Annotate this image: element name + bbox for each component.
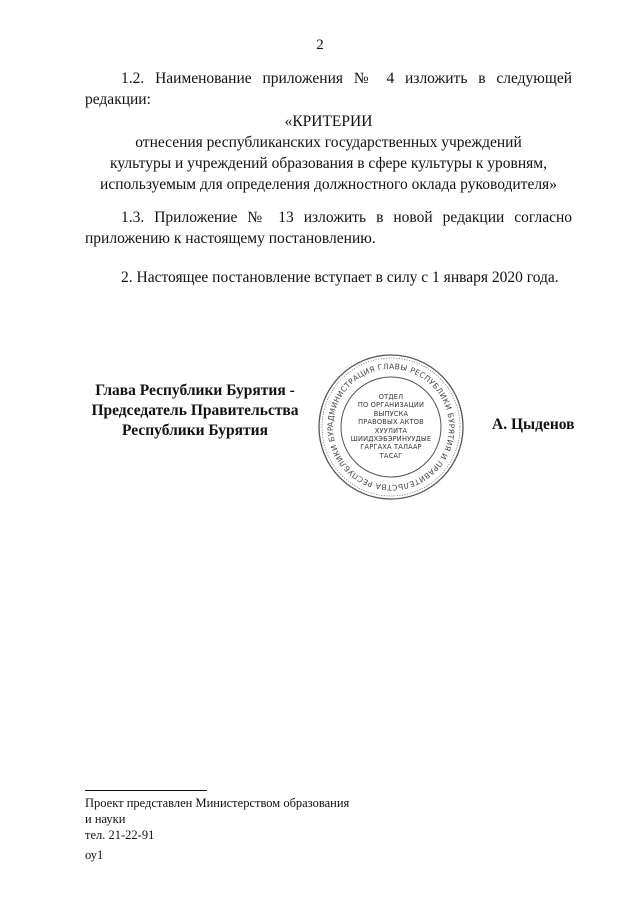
document-code: оу1 [85,848,104,862]
paragraph-2: 2. Настоящее постановление вступает в силу с 1 января 2020 года. [121,269,559,286]
criteria-line: отнесения республиканских государственных учреждений [135,134,522,151]
stamp-center-text [316,393,466,460]
footnote-line: и науки [85,812,126,826]
criteria-line: используемым для определения должностного оклада руководителя» [100,176,557,193]
signer-name: А. Цыденов [492,416,575,433]
paragraph-1-2: 1.2. Наименование приложения № 4 изложить в следующей редакции: [85,70,572,108]
footnote-divider [85,790,207,791]
stamp-line: ПО ОРГАНИЗАЦИИ [357,401,425,410]
footnote-line: Проект представлен Министерством образования [85,796,350,810]
signature-title [80,381,310,441]
criteria-line: культуры и учреждений образования в сфере культуры к уровням, [110,155,547,172]
stamp-line: ВЫПУСКА [373,409,409,418]
stamp-line: ШИИДХЭБЭРИНУУДЫЕ [350,435,432,444]
stamp-line: ОТДЕЛ [378,393,404,401]
signature-title-line: Глава Республики Бурятия - [95,382,295,399]
page-number: 2 [316,37,324,53]
stamp-line: ХУУЛИТА [374,426,408,435]
criteria-title: «КРИТЕРИИ [284,113,373,130]
stamp-line: ГАРГАХА ТАЛААР [360,443,422,452]
signature-title-line: Председатель Правительства [91,402,299,419]
footnote-line: тел. 21-22-91 [85,828,155,842]
footnote [85,795,349,843]
stamp-ring-text: АДМИНИСТРАЦИЯ ГЛАВЫ РЕСПУБЛИКИ БУРЯТИЯ И ПРАВИТЕЛЬСТВА РЕСПУБЛИКИ БУР [325,361,457,493]
stamp-line: ПРАВОВЫХ АКТОВ [358,418,424,427]
paragraph-1-3: 1.3. Приложение № 13 изложить в новой редакции согласно приложению к настоящему постановлению. [85,209,572,247]
signature-title-line: Республики Бурятия [122,422,268,439]
stamp-line: ТАСАГ [379,451,403,460]
criteria-heading [85,111,572,195]
official-stamp [316,352,466,502]
